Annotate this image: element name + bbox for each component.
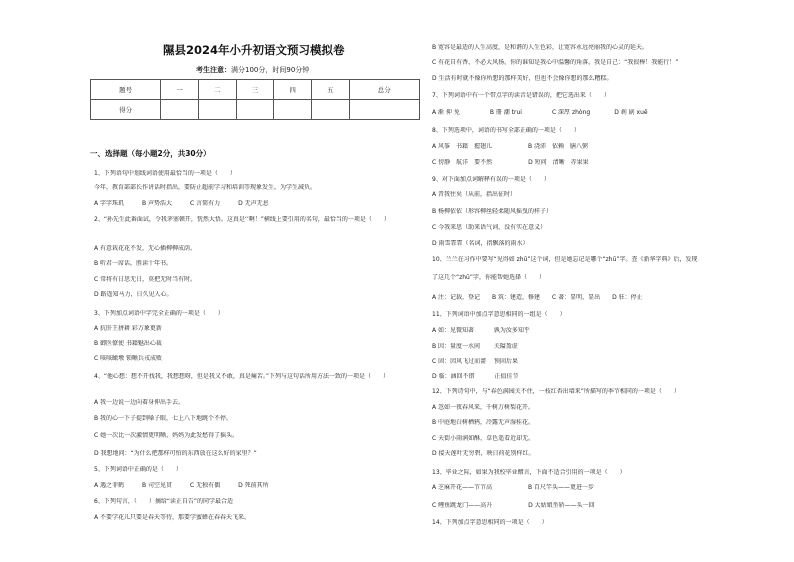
score-cell: 一 xyxy=(161,80,199,100)
right-question-line: D 生活有时就不像你所想的那样美好，但也不会像你想的那么糟糕。 xyxy=(432,75,613,82)
right-question-line: 9、对下面加点词解释有误的一项是（ ） xyxy=(432,176,550,183)
left-question-line: C 常将有日思无日，莫把无时当有时。 xyxy=(94,276,197,283)
left-question-line: A 遇之菲鹤 B 司空见贯 C 无独有偶 D 死前其所 xyxy=(94,482,269,489)
score-input-cell[interactable] xyxy=(198,100,236,120)
right-question-line: A 忽如一夜春风来，千树万树梨花开。 xyxy=(432,404,535,411)
right-question-line: 11、下列词语中加点字意思相同的一组是（ ） xyxy=(432,311,566,318)
right-question-line: B 宽容是最适的人生高度，是和谐的人生色彩，让宽容永远亮丽我的心灵的延天。 xyxy=(432,44,649,51)
score-input-cell[interactable] xyxy=(236,100,274,120)
left-question-line: B 我的心一下子提到嗓子眼，七上八下地跳个不停。 xyxy=(94,415,233,422)
right-question-line: D 接天莲叶无穷碧，映日荷花别样红。 xyxy=(432,450,535,457)
left-question-line: A 我一边说一边向着身伸出手去。 xyxy=(94,399,185,406)
right-question-line: A 芝麻开花——节节高 B 百尺竿头——更进一步 xyxy=(432,484,595,491)
right-question-line: 12、下列诗句中，与“春色满园关不住，一枝红杏出墙来”所描写的季节相同的一项是（ ） xyxy=(432,388,680,395)
score-table-score-row xyxy=(91,100,420,120)
right-question-line: C 天街小雨润如酥，草色遥看近却无。 xyxy=(432,435,535,442)
score-cell: 得分 xyxy=(91,100,161,120)
left-question-line: C 咳咳瞰墩 锁晰兵戎成败 xyxy=(94,355,163,362)
left-question-line: A 不要学花儿只要是春天等待，那要学蜜蜂在春春天飞来。 xyxy=(94,514,251,521)
score-input-cell[interactable] xyxy=(274,100,312,120)
right-question-line: B 中庭地白树栖鸦，冷露无声湿桂花。 xyxy=(432,419,535,426)
score-table xyxy=(90,79,420,120)
score-input-cell[interactable] xyxy=(311,100,349,120)
score-input-cell[interactable] xyxy=(349,100,419,120)
right-question-line: A 风筝 书籍 握翅儿 B 浇沛 依赖 膳八粥 xyxy=(432,143,589,150)
score-input-cell[interactable] xyxy=(161,100,199,120)
right-question-line: A 注：记载，登记 B 筑：建造，修建 C 著：显明，显出 D 驻：停止 xyxy=(432,294,643,301)
left-question-line: A 字字珠玑 B 声势浩大 C 言简有力 D 无声无息 xyxy=(94,200,269,207)
right-question-line: C 固：因风飞过而蔷 预固后果 xyxy=(432,358,519,365)
score-table-header-row xyxy=(91,80,420,100)
section-heading: 一、选择题（每小题2分，共30分） xyxy=(90,149,211,158)
exam-note xyxy=(196,65,309,75)
score-cell: 二 xyxy=(198,80,236,100)
right-question-line: C 鲤鱼跳龙门——高升 D 大姑娘坐轿——头一回 xyxy=(432,502,595,509)
score-cell: 五 xyxy=(311,80,349,100)
right-question-line: 8、下列选项中，词语的书写全部正确的一项是（ ） xyxy=(432,127,580,134)
left-question-line: B 听君一席话，胜读十年书。 xyxy=(94,260,173,267)
left-question-line: 4、“他心想：想不开找我，我想想呀，但是我又不敢，真是痛苦。”下列与这句话所用方法一致的一项是（ ） xyxy=(94,373,390,380)
left-question-line: D 我想地问：“为什么把那样可怕的东西放在这么好的家里？” xyxy=(94,450,257,457)
right-question-line: B 杨柳依依（形容柳丝轻柔随风摇曳的样子） xyxy=(432,208,553,215)
exam-note-label: 考生注意： xyxy=(196,66,231,74)
left-question-line: 1、下列语句中划线词语使用最恰当的一项是（ ） xyxy=(94,170,236,177)
left-question-line: 5、下列词语中正确的是（ ） xyxy=(94,466,182,473)
right-question-line: 14、下列加点字意思相同的一项是（ ） xyxy=(432,519,548,526)
left-question-line: 3、下列加点词语中字完全正确的一项是（ ） xyxy=(94,310,224,317)
right-question-line: C 今我来思（助来语气词，没有实在意义） xyxy=(432,224,547,231)
score-cell: 题号 xyxy=(91,80,161,100)
right-question-line: A 如：见微知著 孰为汝多知乎 xyxy=(432,327,530,334)
right-question-line: D 临：涵回不错 正值佳节 xyxy=(432,373,519,380)
right-question-line: C 有花自有香，不必大风扬。你的谁知是我心中温馨的角落，我是自己：“我很棒！我能行！” xyxy=(432,59,679,66)
right-question-line: 了这几个“zhū”字，你能帮她选择（ ） xyxy=(432,274,545,281)
left-question-line: 6、下列句言，（ ）摘给“读正自告”的同学最合适 xyxy=(94,498,234,505)
left-question-line: 今年，教育部部长作讲话时指出，要防止超前学习和培训等现象发生，为学生减负。 xyxy=(94,184,317,191)
right-question-line: A 昔我往矣（从前，指出征时） xyxy=(432,191,517,198)
left-question-line: C 她一次比一次激情更明晰，妈妈为此发愁得了摇头。 xyxy=(94,432,239,439)
exam-note-text: 满分100分，时间90分钟 xyxy=(231,66,310,74)
left-question-line: A 抗肝王拼耕 彩万象更新 xyxy=(94,325,162,332)
right-question-line: B 因：量度一水间 关隘盈虚 xyxy=(432,343,518,350)
right-question-line: 10、兰兰在习作中要写“见得如 zhū”这个词，但是她忘记是哪个“zhū”字。查《新华字典》后，发现 xyxy=(432,256,698,263)
left-question-line: D 路遥知马力，日久见人心。 xyxy=(94,291,173,298)
score-cell: 总分 xyxy=(349,80,419,100)
right-question-line: A 渐 抑 免 B 冊 潮 trui C 深厚 zhòng D 刹 剧 xuē xyxy=(432,109,648,116)
score-cell: 三 xyxy=(236,80,274,100)
left-question-line: 2、“孙先生此番面试，令我茅塞顿开，恍然大悟。这真是‘’啊！”横线上要引用的名句，最恰当的一项是（ ） xyxy=(94,216,390,223)
score-cell: 四 xyxy=(274,80,312,100)
left-question-line: B 御医僚使 书籍魅出心裁 xyxy=(94,340,162,347)
right-question-line: D 雨雪霏霏（名词，指飘落的雨水） xyxy=(432,240,529,247)
right-question-line: C 傍静 航洋 要不然 D 短问 清晰 赤果果 xyxy=(432,159,589,166)
right-question-line: 7、下列词语中有一个带点字的读音是错误的，把它选出来（ ） xyxy=(432,92,610,99)
left-question-line: A 有意栽花花不发，无心插柳柳成荫。 xyxy=(94,245,197,252)
page-title: 隰县2024年小升初语文预习模拟卷 xyxy=(163,43,345,57)
right-question-line: 13、毕业之际，如果为我校毕业赠言，下面不适合引用的一项是（ ） xyxy=(432,469,626,476)
